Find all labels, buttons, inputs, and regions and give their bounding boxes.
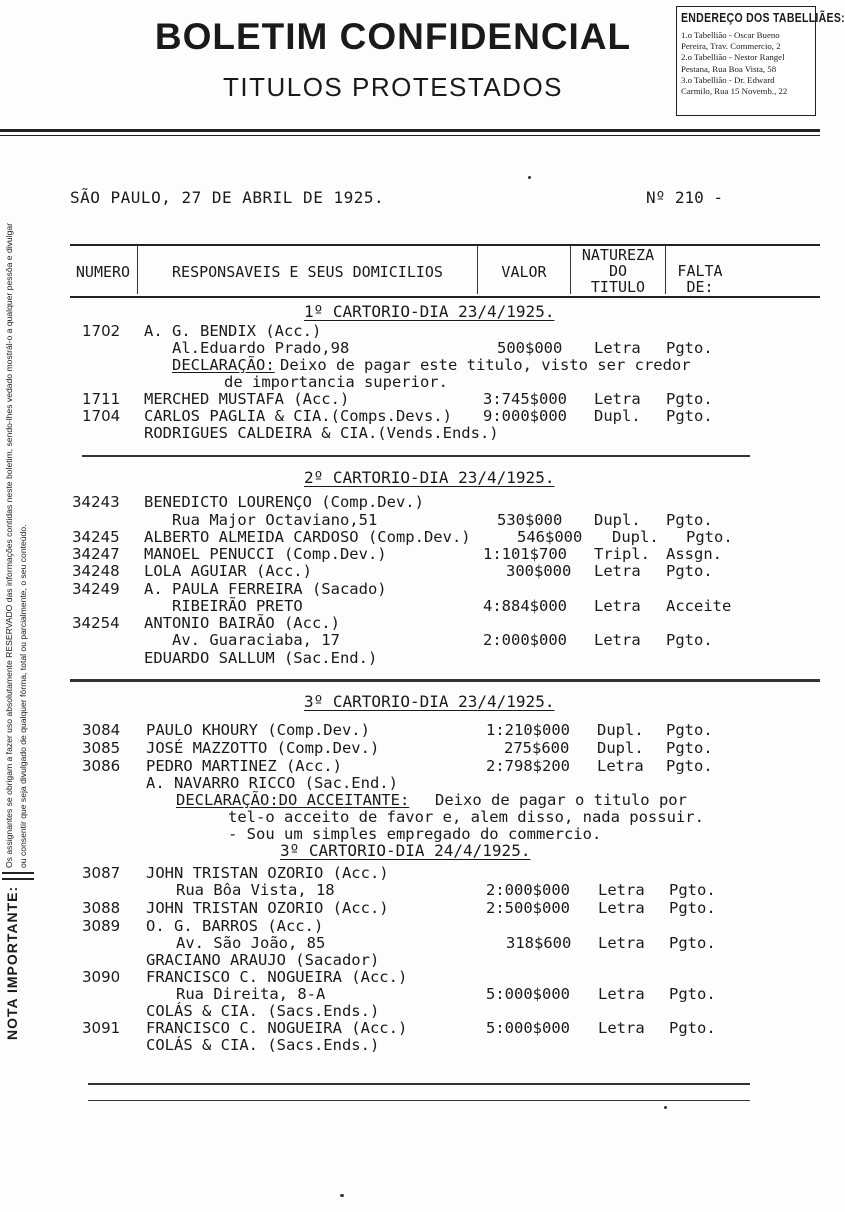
entry-reason: Pgto. [669, 899, 716, 917]
entry-type: Dupl. [597, 739, 644, 757]
entry-number: 1711 [82, 390, 121, 408]
entry-name: BENEDICTO LOURENÇO (Comp.Dev.) [144, 493, 424, 511]
address-line: Pestana, Rua Boa Vista, 58 [681, 63, 777, 74]
entry-name: CARLOS PAGLIA & CIA.(Comps.Devs.) [144, 407, 452, 425]
column-header-responsaveis: RESPONSAVEIS E SEUS DOMICILIOS [172, 263, 443, 281]
declaration-text: Deixo de pagar este titulo, visto ser credor [280, 356, 691, 374]
entry-name: JOHN TRISTAN OZORIO (Acc.) [146, 899, 389, 917]
bulletin-title: BOLETIM CONFIDENCIAL [154, 16, 632, 57]
entry-name: MERCHED MUSTAFA (Acc.) [144, 390, 350, 408]
entry-address: Rua Major Octaviano,51 [172, 511, 378, 529]
entry-name: LOLA AGUIAR (Acc.) [144, 562, 312, 580]
entry-type: Letra [594, 597, 641, 615]
entry-reason: Pgto. [666, 739, 713, 757]
entry-type: Letra [594, 390, 641, 408]
entry-name: A. NAVARRO RICCO (Sac.End.) [146, 774, 398, 792]
entry-number: 34247 [72, 545, 120, 563]
entry-type: Letra [598, 1019, 645, 1037]
entry-number: 34254 [72, 614, 120, 632]
entry-number: 1704 [82, 407, 121, 425]
entry-name: ANTONIO BAIRÃO (Acc.) [144, 614, 340, 632]
entry-address: Al.Eduardo Prado,98 [172, 339, 350, 357]
entry-value: 5:000$000 [486, 985, 570, 1003]
entry-value: 530$000 [497, 511, 563, 529]
entry-number: 3087 [82, 864, 121, 882]
entry-type: Letra [597, 757, 644, 775]
entry-value: 275$600 [504, 739, 570, 757]
entry-reason: Pgto. [666, 721, 713, 739]
table-header-top-rule [70, 244, 820, 246]
important-note [0, 190, 44, 1040]
entry-name: A. PAULA FERREIRA (Sacado) [144, 580, 387, 598]
section-divider [82, 455, 750, 457]
masthead-rule-thick [0, 129, 820, 132]
entry-value: 2:500$000 [486, 899, 570, 917]
entry-reason: Pgto. [686, 528, 733, 546]
entry-number: 1702 [82, 322, 121, 340]
section-heading: 1º CARTORIO-DIA 23/4/1925. [304, 302, 555, 321]
masthead-rule-thin [0, 135, 820, 136]
section-divider [70, 679, 820, 682]
address-box-title: ENDEREÇO DOS TABELLIÃES: [681, 10, 845, 26]
entry-value: 1:210$000 [486, 721, 570, 739]
declaration-label: DECLARAÇÃO:DO ACCEITANTE: [176, 791, 410, 809]
entry-number: 34248 [72, 562, 120, 580]
entry-number: 3091 [82, 1019, 121, 1037]
entry-value: 3:745$000 [483, 390, 567, 408]
print-speck [528, 176, 531, 179]
column-header-valor: VALOR [501, 263, 547, 281]
entry-type: Letra [594, 562, 641, 580]
entry-value: 300$000 [506, 562, 572, 580]
entry-address: Rua Bôa Vista, 18 [176, 881, 335, 899]
entry-name: MANOEL PENUCCI (Comp.Dev.) [144, 545, 387, 563]
entry-name: FRANCISCO C. NOGUEIRA (Acc.) [146, 1019, 408, 1037]
entry-address: RIBEIRÃO PRETO [172, 597, 303, 615]
entry-reason: Pgto. [666, 757, 713, 775]
column-divider [477, 246, 478, 294]
entry-reason: Pgto. [669, 881, 716, 899]
entry-value: 2:798$200 [486, 757, 570, 775]
entry-address: Rua Direita, 8-A [176, 985, 326, 1003]
entry-reason: Acceite [666, 597, 732, 615]
entry-type: Letra [598, 899, 645, 917]
column-divider [137, 246, 138, 294]
entry-type: Letra [594, 339, 641, 357]
entry-type: Letra [598, 881, 645, 899]
entry-type: Dupl. [594, 407, 641, 425]
column-header-numero: NUMERO [75, 263, 131, 281]
entry-name: RODRIGUES CALDEIRA & CIA.(Vends.Ends.) [144, 424, 499, 442]
entry-number: 3088 [82, 899, 121, 917]
bulletin-number: Nº 210 - [646, 188, 724, 207]
entry-value: 5:000$000 [486, 1019, 570, 1037]
entry-address: Av. Guaraciaba, 17 [172, 631, 340, 649]
entry-name: JOHN TRISTAN OZORIO (Acc.) [146, 864, 389, 882]
entry-name: GRACIANO ARAUJO (Sacador) [146, 951, 380, 969]
entry-name: A. G. BENDIX (Acc.) [144, 322, 322, 340]
column-header-falta: FALTA [677, 262, 723, 280]
note-divider [2, 872, 34, 880]
entry-reason: Pgto. [666, 631, 713, 649]
declaration-label: DECLARAÇÃO: [172, 356, 275, 374]
entry-reason: Assgn. [666, 545, 722, 563]
entry-reason: Pgto. [666, 562, 713, 580]
entry-number: 3089 [82, 917, 121, 935]
entry-reason: Pgto. [669, 934, 716, 952]
entry-name: FRANCISCO C. NOGUEIRA (Acc.) [146, 968, 408, 986]
column-header-natureza: TITULO [590, 278, 646, 296]
address-line: Pereira, Trav. Commercio, 2 [681, 41, 781, 52]
section-heading: 2º CARTORIO-DIA 23/4/1925. [304, 468, 555, 487]
column-divider [665, 246, 666, 294]
note-text: Os assignantes se obrigam a fazer uso absolutamente RESERVADO das informações contidas neste boletim, sendo-lhes vedado mostrál-o a qualquer pessôa e divulgar ou consentir que seja divulgado de qualquer fórma, total ou parcialmente, o seu conteúdo. [4, 222, 28, 868]
entry-name: PAULO KHOURY (Comp.Dev.) [146, 721, 370, 739]
entry-name: EDUARDO SALLUM (Sac.End.) [144, 649, 378, 667]
entry-reason: Pgto. [669, 985, 716, 1003]
entry-value: 500$000 [497, 339, 563, 357]
entry-type: Letra [598, 934, 645, 952]
column-header-falta: DE: [686, 278, 714, 296]
print-speck [664, 1106, 667, 1109]
entry-type: Dupl. [594, 511, 641, 529]
address-line: 3.o Tabellião - Dr. Edward [681, 74, 775, 85]
declaration-text: - Sou um simples empregado do commercio. [228, 825, 602, 843]
notary-address-box [676, 6, 845, 116]
entry-name: JOSÉ MAZZOTTO (Comp.Dev.) [146, 739, 380, 757]
entry-reason: Pgto. [666, 390, 713, 408]
entry-number: 3084 [82, 721, 121, 739]
entry-address: Av. São João, 85 [176, 934, 326, 952]
entry-reason: Pgto. [666, 407, 713, 425]
entry-type: Letra [598, 985, 645, 1003]
declaration-text: Deixo de pagar o titulo por [435, 791, 687, 809]
entry-type: Letra [594, 631, 641, 649]
entry-value: 2:000$000 [483, 631, 567, 649]
column-divider [570, 246, 571, 294]
declaration-text: de importancia superior. [224, 373, 448, 391]
entry-name: COLÁS & CIA. (Sacs.Ends.) [146, 1036, 380, 1054]
section-heading: 3º CARTORIO-DIA 24/4/1925. [280, 841, 531, 860]
column-header-natureza: NATUREZA [581, 246, 655, 264]
entry-number: 3085 [82, 739, 121, 757]
entry-value: 2:000$000 [486, 881, 570, 899]
address-line: Carmilo, Rua 15 Novemb., 22 [681, 86, 788, 97]
entry-number: 34243 [72, 493, 120, 511]
address-line: 2.o Tabellião - Nestor Rangel [681, 52, 785, 63]
entry-reason: Pgto. [669, 1019, 716, 1037]
note-label: NOTA IMPORTANTE: [4, 885, 20, 1040]
entry-type: Dupl. [612, 528, 659, 546]
entry-value: 318$600 [506, 934, 572, 952]
entry-name: O. G. BARROS (Acc.) [146, 917, 324, 935]
entry-reason: Pgto. [666, 339, 713, 357]
footer-rule [88, 1083, 750, 1085]
entry-name: ALBERTO ALMEIDA CARDOSO (Comp.Dev.) [144, 528, 471, 546]
footer-rule [88, 1100, 750, 1101]
entry-number: 34245 [72, 528, 120, 546]
entry-type: Dupl. [597, 721, 644, 739]
entry-value: 9:000$000 [483, 407, 567, 425]
dateline: SÃO PAULO, 27 DE ABRIL DE 1925. [70, 188, 385, 207]
section-heading: 3º CARTORIO-DIA 23/4/1925. [304, 692, 555, 711]
entry-value: 546$000 [517, 528, 583, 546]
declaration-text: tel-o acceito de favor e, alem disso, nada possuir. [228, 808, 704, 826]
entry-number: 34249 [72, 580, 120, 598]
entry-type: Tripl. [594, 545, 650, 563]
entry-name: PEDRO MARTINEZ (Acc.) [146, 757, 342, 775]
entry-reason: Pgto. [666, 511, 713, 529]
table-header-bottom-rule [70, 296, 820, 298]
bulletin-subtitle: TITULOS PROTESTADOS [222, 72, 564, 102]
entry-number: 3086 [82, 757, 121, 775]
entry-value: 1:101$700 [483, 545, 567, 563]
entry-value: 4:884$000 [483, 597, 567, 615]
column-header-natureza: DO [608, 262, 628, 280]
print-speck [340, 1194, 344, 1197]
entry-number: 3090 [82, 968, 121, 986]
address-line: 1.o Tabellião - Oscar Bueno [681, 30, 780, 40]
entry-name: COLÁS & CIA. (Sacs.Ends.) [146, 1002, 380, 1020]
